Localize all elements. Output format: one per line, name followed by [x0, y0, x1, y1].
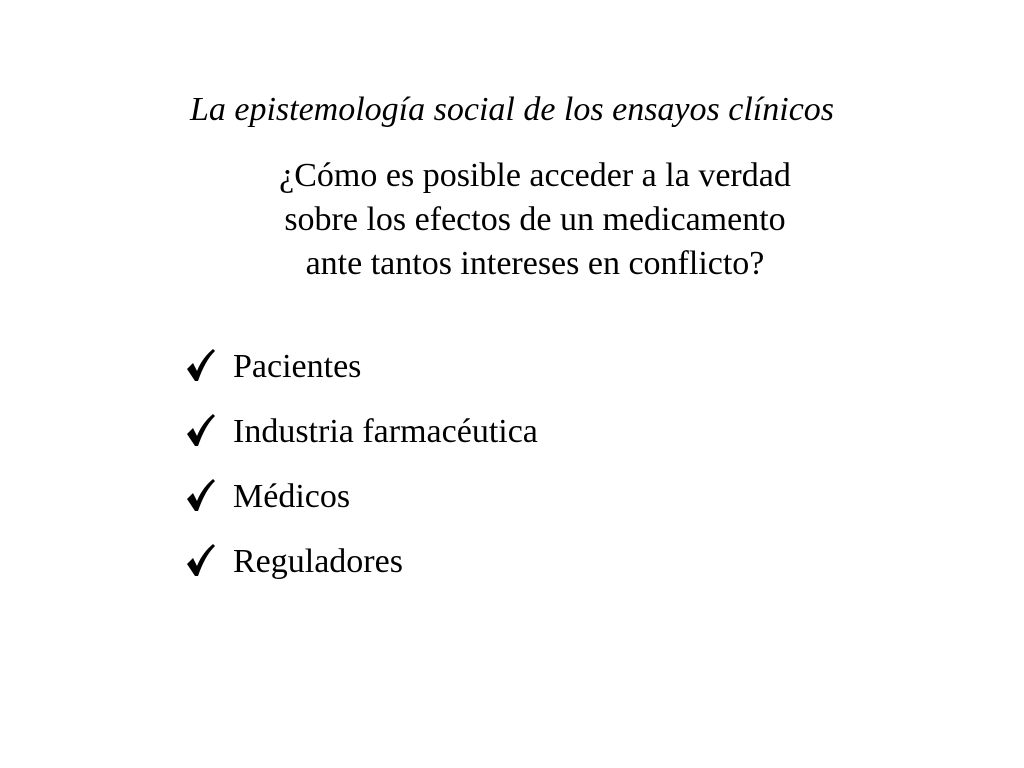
slide-title: La epistemología social de los ensayos clínicos [189, 91, 835, 128]
bullet-item [183, 464, 538, 529]
question-line: ante tantos intereses en conflicto? [305, 245, 765, 282]
bullet-label: Médicos [233, 477, 351, 515]
bullet-label: Industria farmacéutica [233, 412, 538, 450]
bullet-label: Reguladores [233, 542, 403, 580]
bullet-label: Pacientes [233, 347, 362, 385]
bullet-item [183, 529, 538, 594]
checkmark-icon [183, 540, 233, 584]
checkmark-icon [183, 475, 233, 519]
bullet-list [183, 334, 538, 594]
question-block [0, 154, 1024, 286]
checkmark-icon [183, 410, 233, 454]
bullet-item [183, 334, 538, 399]
bullet-item [183, 399, 538, 464]
question-line: ¿Cómo es posible acceder a la verdad [279, 157, 791, 194]
checkmark-icon [183, 345, 233, 389]
question-line: sobre los efectos de un medicamento [284, 201, 786, 238]
